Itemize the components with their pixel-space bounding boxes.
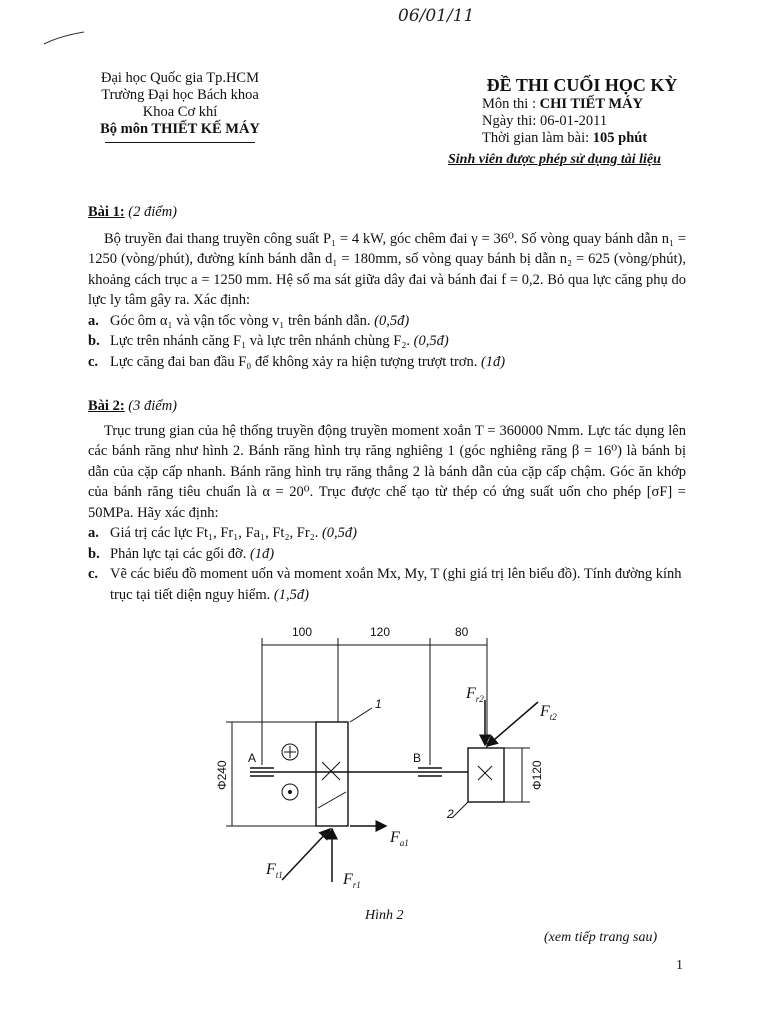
item-text: Lực căng đai ban đầu F₀ để không xảy ra hiện tượng trượt trơn. [110,353,478,370]
force-subscript: t2 [549,712,557,722]
force-subscript: t1 [275,870,283,880]
faculty-name: Khoa Cơ khí [142,104,218,120]
date-line [482,113,712,130]
leader-1 [350,708,372,722]
item-text: Giá trị các lực Ft₁, Fr₁, Fa₁, Ft₂, Fr₂. [110,525,319,541]
subject-line [482,96,712,113]
force-symbol: F [266,861,276,878]
item-label: a. [88,525,99,541]
problem-1-points: (2 điểm) [128,204,177,220]
force-symbol: F [390,829,400,846]
exam-title: ĐỀ THI CUỐI HỌC KỲ [486,75,678,95]
page-number: 1 [676,958,683,973]
diam-label-left: Φ240 [215,760,229,790]
problem-2-item-c [88,564,686,605]
leader-2 [452,802,468,818]
support-a-label: A [248,751,257,765]
problem-2-items [88,523,686,605]
gear-1-label: 1 [375,697,382,711]
date-label: Ngày thi: [482,113,537,129]
force-subscript: r1 [352,880,361,890]
department-prefix: Bộ môn [100,121,149,137]
problem-1-items [88,311,686,373]
handwritten-date: 06/01/11 [398,6,475,26]
item-label: c. [88,353,99,370]
force-ft2-label [539,703,557,722]
item-label: a. [88,312,99,329]
date-value: 06-01-2011 [540,113,608,129]
gear-2-label: 2 [447,807,454,821]
force-fa1-label [389,829,409,848]
dim-100: 100 [292,625,313,639]
shaft-diagram [200,620,580,900]
department-name: THIẾT KẾ MÁY [151,121,260,137]
item-points: (0,5đ) [374,312,410,329]
force-fr1-label [342,871,361,890]
item-text: Phản lực tại các gối đỡ. [110,545,247,562]
helix-line [318,792,346,808]
problem-1-label: Bài 1: [88,204,125,220]
force-subscript: r2 [475,694,484,704]
university-name: Đại học Quốc gia Tp.HCM [101,70,259,86]
problem-1-title [88,202,686,223]
problem-1-item-b [88,331,686,352]
problem-1-item-a [88,311,686,332]
institution-header [60,70,300,143]
force-fr2-label [465,685,484,704]
pen-stroke [40,30,90,50]
item-points: (0,5đ) [321,525,357,541]
problem-1-item-c [88,352,686,373]
item-points: (1,5đ) [273,586,309,603]
item-label: b. [88,545,100,562]
item-label: b. [88,333,100,349]
problem-2-label: Bài 2: [88,398,125,414]
subject-label: Môn thi : [482,96,536,112]
item-text: Góc ôm α₁ và vận tốc vòng v₁ trên bánh dẫn. [110,312,371,329]
force-symbol: F [540,703,550,720]
duration-label: Thời gian làm bài: [482,130,590,146]
permission-note: Sinh viên được phép sử dụng tài liệu [448,152,661,167]
problem-1 [88,202,686,372]
duration-line [482,130,712,147]
continue-note: (xem tiếp trang sau) [544,930,658,945]
force-ft2-arrow [487,702,538,746]
exam-header [482,74,712,147]
dot [288,790,292,794]
school-name: Trường Đại học Bách khoa [101,87,259,103]
problem-2-item-a [88,523,686,544]
item-points: (0,5đ) [413,333,449,349]
force-symbol: F [466,685,476,702]
problem-2-text: Trục trung gian của hệ thống truyền động truyền moment xoắn T = 360000 Nmm. Lực tác dụng lên các bánh răng như hình 2. Bánh răng hình trụ răng nghiêng 1 (góc nghiêng răng β = 16⁰) là bánh bị dẫn của cặp cấp nhanh. Bánh răng hình trụ răng thẳng 2 là bánh dẫn của cặp cấp chậm. Góc ăn khớp của bánh răng tiêu chuẩn là α = 20⁰. Trục được chế tạo từ thép có ứng suất uốn cho phép [σF] = 50MPa. Hãy xác định: [88,422,686,521]
support-b-label: B [413,751,422,765]
item-points: (1đ) [249,545,275,562]
problem-2 [88,396,686,605]
force-ft1-label [265,861,283,880]
gear-1 [316,722,348,826]
department [60,121,300,138]
dim-80: 80 [455,625,469,639]
gear-2 [468,748,504,802]
problem-2-title [88,396,686,417]
item-text: Vẽ các biểu đồ moment uốn và moment xoắn Mx, My, T (ghi giá trị lên biểu đồ). Tính đường kính trục tại tiết diện nguy hiểm. [110,566,682,603]
figure-caption: Hình 2 [365,908,404,923]
force-symbol: F [343,871,353,888]
problem-2-points: (3 điểm) [128,398,177,414]
force-ft1-arrow [282,829,330,880]
item-points: (1đ) [480,353,506,370]
item-text: Lực trên nhánh căng F₁ và lực trên nhánh chùng F₂. [110,333,411,349]
item-label: c. [88,566,99,582]
dim-120: 120 [370,625,391,639]
diam-label-right: Φ120 [530,760,544,790]
force-subscript: a1 [399,838,409,848]
problem-1-text: Bộ truyền đai thang truyền công suất P₁ = 4 kW, góc chêm đai γ = 36⁰. Số vòng quay bánh dẫn n₁ = 1250 (vòng/phút), đường kính bánh dẫn d₁ = 180mm, số vòng quay bánh bị dẫn n₂ = 625 (vòng/phút), khoảng cách trục a = 1250 mm. Hệ số ma sát giữa dây đai và bánh đai f = 0,2. Bỏ qua lực căng phụ do lực ly tâm gây ra. Xác định: [88,230,686,308]
problem-2-item-b [88,544,686,565]
header-rule [105,142,255,143]
subject-value: CHI TIẾT MÁY [539,96,644,112]
duration-value: 105 phút [592,130,648,146]
